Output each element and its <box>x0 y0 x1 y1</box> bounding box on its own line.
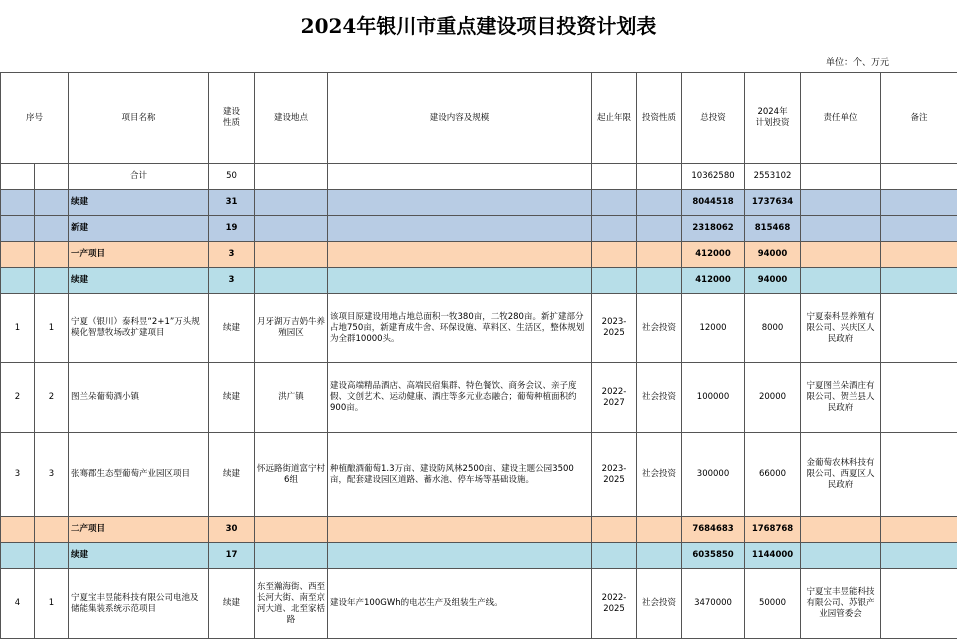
row-sub-seq: 1 <box>35 294 69 363</box>
row-seq: 2 <box>1 363 35 433</box>
project-total: 3470000 <box>682 569 745 639</box>
row-count: 30 <box>209 517 255 543</box>
row-total: 10362580 <box>682 164 745 190</box>
header-plan: 2024年 计划投资 <box>745 73 801 164</box>
project-period: 2022-2027 <box>592 363 637 433</box>
table-row <box>1 433 957 517</box>
row-sub-seq: 1 <box>35 569 69 639</box>
header-name: 项目名称 <box>69 73 209 164</box>
header-total: 总投资 <box>682 73 745 164</box>
project-owner: 宁夏宝丰昱能科技有限公司、苏银产业园管委会 <box>801 569 881 639</box>
row-count: 3 <box>209 268 255 294</box>
row-label: 合计 <box>69 164 209 190</box>
row-plan: 94000 <box>745 242 801 268</box>
row-total: 8044518 <box>682 190 745 216</box>
project-nature: 续建 <box>209 294 255 363</box>
row-seq: 3 <box>1 433 35 517</box>
project-content: 建设年产100GWh的电芯生产及组装生产线。 <box>328 569 592 639</box>
project-name: 图兰朵葡萄酒小镇 <box>69 363 209 433</box>
project-total: 300000 <box>682 433 745 517</box>
project-name: 张骞郡生态型葡萄产业园区项目 <box>69 433 209 517</box>
summary-row-secondary-continued <box>1 543 957 569</box>
page-title: 2024年银川市重点建设项目投资计划表 <box>0 10 957 39</box>
row-total: 7684683 <box>682 517 745 543</box>
row-count: 19 <box>209 216 255 242</box>
table-row <box>1 294 957 363</box>
summary-row-primary-continued <box>1 268 957 294</box>
project-period: 2022-2025 <box>592 569 637 639</box>
project-remark <box>881 294 957 363</box>
project-plan: 50000 <box>745 569 801 639</box>
row-plan: 1144000 <box>745 543 801 569</box>
row-label: 续建 <box>69 190 209 216</box>
project-remark <box>881 433 957 517</box>
header-row <box>1 73 957 164</box>
row-sub-seq: 2 <box>35 363 69 433</box>
project-invest-type: 社会投资 <box>637 433 682 517</box>
row-seq: 4 <box>1 569 35 639</box>
row-seq: 1 <box>1 294 35 363</box>
project-plan: 8000 <box>745 294 801 363</box>
project-location: 月牙湖万吉奶牛养殖园区 <box>255 294 328 363</box>
row-plan: 1737634 <box>745 190 801 216</box>
row-label: 一产项目 <box>69 242 209 268</box>
project-invest-type: 社会投资 <box>637 294 682 363</box>
row-total: 6035850 <box>682 543 745 569</box>
unit-label: 单位：个、万元 <box>826 55 889 68</box>
row-label: 续建 <box>69 543 209 569</box>
project-total: 12000 <box>682 294 745 363</box>
row-count: 31 <box>209 190 255 216</box>
project-owner: 宁夏图兰朵酒庄有限公司、贺兰县人民政府 <box>801 363 881 433</box>
investment-plan-table <box>0 72 957 639</box>
project-plan: 66000 <box>745 433 801 517</box>
row-total: 412000 <box>682 268 745 294</box>
header-owner: 责任单位 <box>801 73 881 164</box>
project-owner: 宁夏泰科昱养殖有限公司、兴庆区人民政府 <box>801 294 881 363</box>
summary-row-new <box>1 216 957 242</box>
project-content: 建设高端精品酒店、高端民宿集群、特色餐饮、商务会议、亲子度假、文创艺术、运动健康、酒庄等多元业态融合；葡萄种植面积约900亩。 <box>328 363 592 433</box>
summary-row-total <box>1 164 957 190</box>
project-location: 东至瀚海街、西至长河大街、南至京河大道、北至家栝路 <box>255 569 328 639</box>
project-invest-type: 社会投资 <box>637 363 682 433</box>
row-count: 17 <box>209 543 255 569</box>
project-nature: 续建 <box>209 433 255 517</box>
summary-row-continued <box>1 190 957 216</box>
project-invest-type: 社会投资 <box>637 569 682 639</box>
project-remark <box>881 363 957 433</box>
header-seq: 序号 <box>1 73 69 164</box>
row-total: 2318062 <box>682 216 745 242</box>
project-nature: 续建 <box>209 569 255 639</box>
header-remark: 备注 <box>881 73 957 164</box>
project-period: 2023-2025 <box>592 433 637 517</box>
header-location: 建设地点 <box>255 73 328 164</box>
project-name: 宁夏（银川）泰科昱“2+1”万头规模化智慧牧场改扩建项目 <box>69 294 209 363</box>
project-location: 洪广镇 <box>255 363 328 433</box>
row-label: 续建 <box>69 268 209 294</box>
row-count: 3 <box>209 242 255 268</box>
header-content: 建设内容及规模 <box>328 73 592 164</box>
header-period: 起止年限 <box>592 73 637 164</box>
row-plan: 1768768 <box>745 517 801 543</box>
header-invest-type: 投资性质 <box>637 73 682 164</box>
row-plan: 94000 <box>745 268 801 294</box>
row-sub-seq: 3 <box>35 433 69 517</box>
project-total: 100000 <box>682 363 745 433</box>
row-plan: 2553102 <box>745 164 801 190</box>
project-name: 宁夏宝丰昱能科技有限公司电池及储能集装系统示范项目 <box>69 569 209 639</box>
row-count: 50 <box>209 164 255 190</box>
row-total: 412000 <box>682 242 745 268</box>
project-nature: 续建 <box>209 363 255 433</box>
project-period: 2023-2025 <box>592 294 637 363</box>
summary-row-secondary <box>1 517 957 543</box>
project-content: 该项目原建设用地占地总面积一牧380亩，二牧280亩。新扩建部分占地750亩，新建育成牛舍、环保设施、草料区、生活区，整体规划为全群10000头。 <box>328 294 592 363</box>
project-location: 怀远路街道富宁村6组 <box>255 433 328 517</box>
summary-row-primary <box>1 242 957 268</box>
row-plan: 815468 <box>745 216 801 242</box>
project-content: 种植酿酒葡萄1.3万亩、建设防风林2500亩、建设主题公园3500亩，配套建设园区道路、蓄水池、停车场等基础设施。 <box>328 433 592 517</box>
project-plan: 20000 <box>745 363 801 433</box>
header-nature: 建设 性质 <box>209 73 255 164</box>
project-owner: 金葡萄农林科技有限公司、西夏区人民政府 <box>801 433 881 517</box>
table-row <box>1 363 957 433</box>
table-row <box>1 569 957 639</box>
row-label: 二产项目 <box>69 517 209 543</box>
project-remark <box>881 569 957 639</box>
row-label: 新建 <box>69 216 209 242</box>
